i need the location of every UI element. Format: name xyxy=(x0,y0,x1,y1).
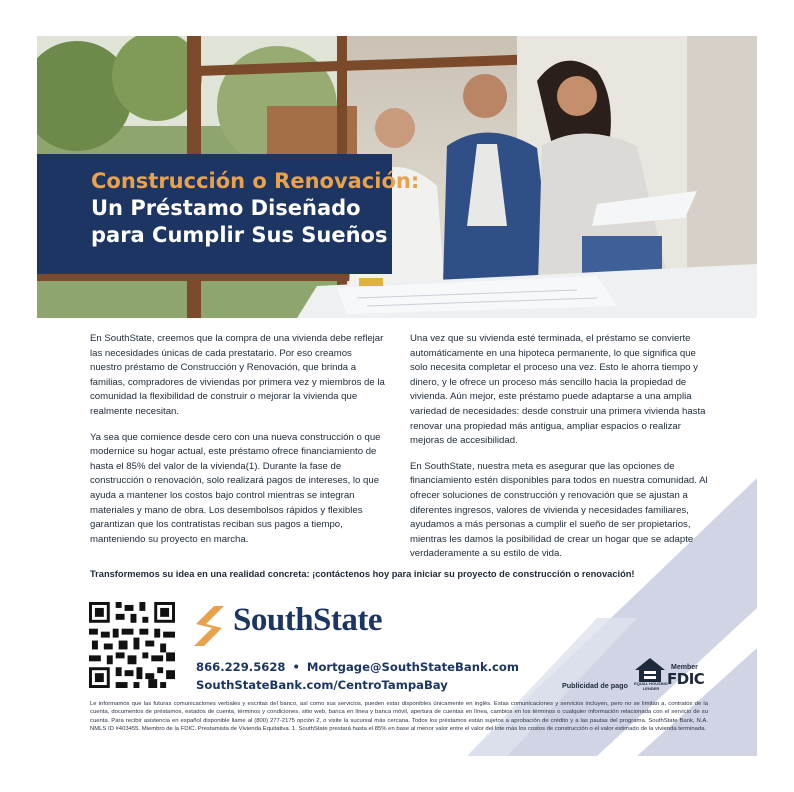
fdic-logo: FDIC xyxy=(667,670,705,688)
email-link[interactable]: Mortgage@SouthStateBank.com xyxy=(306,660,519,674)
website-link[interactable]: SouthStateBank.com/CentroTampaBay xyxy=(196,678,448,692)
headline-line-2: Un Préstamo Diseñado xyxy=(91,196,361,220)
contact-line-1 xyxy=(196,658,519,676)
headline-banner xyxy=(37,154,420,274)
legal-disclaimer: Le informamos que las futuras comunicaciones verbales y escritas del banco, así como sus servicios, pueden estar disponibles únicamente en inglés. Estas comunicaciones y servicios incluyen, pero no se limitan a, contratos de la cuenta, documentos de préstamos, estados de cuenta, términos y condiciones, sitio web, banca en línea y banca móvil, apertura de cuentas en línea, cambios en los términos o cualquier información relacionada con el servicio de su cuenta. Para recibir asistencia en español disponible llame al (800) 277-2175 opción 2, o visite la sucursal más cercana. Todos los préstamos están sujetos a aprobación de crédito y a las pautas del programa. SouthState Bank, N.A. NMLS ID #403455. Miembro de la FDIC. Prestamista de Vivienda Equitativa. 1. SouthState prestará hasta el 85% en base al menor valor entre el valor del lote más los costos de construcción o el valor estimado de la vivienda terminada. xyxy=(90,701,708,733)
southstate-s-icon xyxy=(192,604,226,648)
body-paragraph: En SouthState, creemos que la compra de una vivienda debe reflejar las necesidades únicas de cada prestatario. Por eso creamos nuestro préstamo de Construcción y Renovación, que brinda a familias, compradores de viviendas por primera vez y miembros de la comunidad la flexibilidad de construir o mejorar la vivienda que realmente necesitan. xyxy=(90,333,385,417)
phone-link[interactable]: 866.229.5628 xyxy=(196,660,286,674)
qr-code[interactable] xyxy=(89,602,175,688)
headline-line-1: Construcción o Renovación: xyxy=(91,169,420,193)
brand-name: SouthState xyxy=(233,602,383,638)
headline-line-3: para Cumplir Sus Sueños xyxy=(91,223,388,247)
body-column-left xyxy=(90,332,386,558)
contact-separator: • xyxy=(292,660,300,674)
equal-housing-lender-text: EQUAL HOUSING LENDER xyxy=(634,681,668,691)
flyer-page xyxy=(37,36,757,756)
body-paragraph: Ya sea que comience desde cero con una nueva construcción o que modernice su hogar actual, este préstamo ofrece financiamiento de hasta el 85% del valor de la vivienda(1). Durante la fase de construcción o renovación, solo realizará pagos de intereses, lo que ayuda a mantener los costos bajo control mientras se integran materiales y mano de obra. Los desembolsos rápidos y flexibles garantizan que los contratistas reciban sus pagos a tiempo, manteniendo su proyecto en marcha. xyxy=(90,431,381,545)
contact-block xyxy=(196,658,519,694)
body-paragraph: En SouthState, nuestra meta es asegurar que las opciones de financiamiento estén disponibles para todos en nuestra comunidad. Al ofrecer soluciones de construcción y renovación que se ajustan a diferentes ingresos, valores de vivienda y necesidades familiares, ayudamos a más personas a cumplir el sueño de ser propietarios, mientras les damos la posibilidad de crear un hogar que se adapte verdaderamente a su estilo de vida. xyxy=(410,460,708,560)
body-paragraph: Una vez que su vivienda esté terminada, el préstamo se convierte automáticamente en una hipoteca permanente, lo que significa que solo necesita completar el proceso una vez. Esto le ahorra tiempo y dinero, y le ofrece un proceso más sencillo hacia la propiedad de vivienda. Aún mejor, este préstamo puede adaptarse a una amplia variedad de necesidades: desde construir una primera vivienda hasta renovar una propiedad más antigua, ampliar espacios o realizar mejoras de accesibilidad. xyxy=(410,333,706,447)
paid-advertising-label: Publicidad de pago xyxy=(562,681,628,690)
hero-photo xyxy=(37,36,757,318)
fdic-member-label: Member xyxy=(671,664,698,671)
body-column-right xyxy=(410,332,710,573)
call-to-action: Transformemos su idea en una realidad concreta: ¡contáctenos hoy para iniciar su proyecto de construcción o renovación! xyxy=(90,569,635,579)
